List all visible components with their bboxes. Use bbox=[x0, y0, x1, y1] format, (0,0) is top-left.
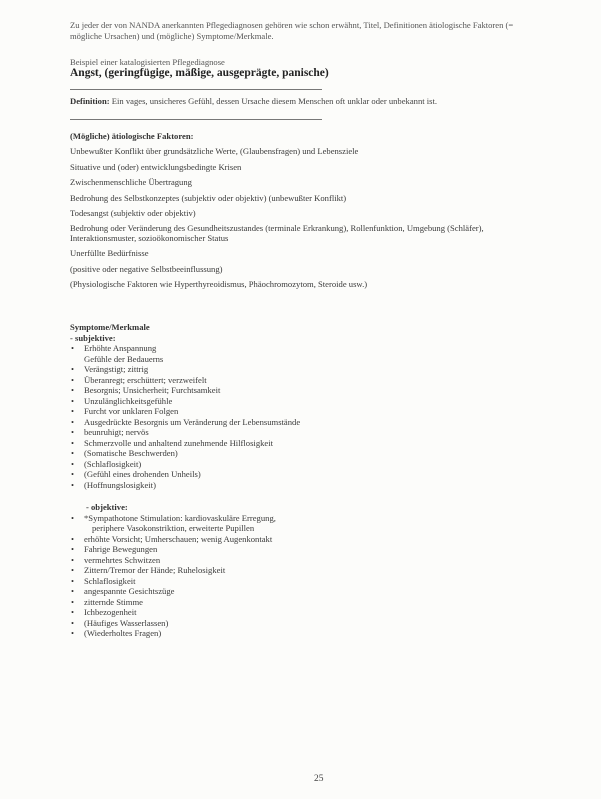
definition-label: Definition: bbox=[70, 96, 110, 106]
list-item bbox=[70, 565, 550, 576]
factor-item: Zwischenmenschliche Übertragung bbox=[70, 177, 192, 188]
list-item-text: erhöhte Vorsicht; Umherschauen; wenig Augenkontakt bbox=[84, 533, 273, 544]
factor-item: Unbewußter Konflikt über grundsätzliche Werte, (Glaubensfragen) und Lebensziele bbox=[70, 146, 359, 157]
subjective-list bbox=[70, 343, 550, 490]
list-item-text: (Somatische Beschwerden) bbox=[84, 448, 178, 458]
list-item bbox=[70, 427, 550, 438]
list-item-text: Unzulänglichkeitsgefühle bbox=[84, 395, 173, 406]
list-item bbox=[70, 448, 550, 459]
factor-item: (Physiologische Faktoren wie Hyperthyreoidismus, Phäochromozytom, Steroide usw.) bbox=[70, 279, 368, 290]
factor-item: Todesangst (subjektiv oder objektiv) bbox=[70, 208, 196, 219]
list-item-subtext: Gefühle der Bedauerns bbox=[84, 353, 164, 364]
list-item bbox=[70, 607, 550, 618]
list-item-text: Zittern/Tremor der Hände; Ruhelosigkeit bbox=[84, 565, 226, 575]
divider-line bbox=[70, 89, 322, 90]
list-item-text: (Hoffnungslosigkeit) bbox=[84, 479, 156, 490]
list-item-text: (Schlaflosigkeit) bbox=[84, 458, 142, 469]
list-item bbox=[70, 469, 550, 480]
list-item bbox=[70, 597, 550, 608]
list-item-text: (Häufiges Wasserlassen) bbox=[84, 617, 169, 628]
list-item-text: Schlaflosigkeit bbox=[84, 575, 136, 586]
list-item-text: Verängstigt; zittrig bbox=[84, 364, 149, 374]
list-item bbox=[70, 406, 550, 417]
list-item-text: *Sympathotone Stimulation: kardiovaskuläre Erregung, bbox=[84, 512, 276, 523]
factor-item: Bedrohung oder Veränderung des Gesundheitszustandes (terminale Erkrankung), Rollenfunktion, Umgebung (Schläfer), Interaktionsmuster, sozioökonomischer Status bbox=[70, 223, 484, 244]
list-item bbox=[70, 586, 550, 597]
list-item-text: Schmerzvolle und anhaltend zunehmende Hilflosigkeit bbox=[84, 437, 274, 448]
list-item bbox=[70, 343, 550, 364]
definition-text: Ein vages, unsicheres Gefühl, dessen Ursache diesem Menschen oft unklar oder unbekannt ist. bbox=[111, 96, 438, 106]
list-item-text: Besorgnis; Unsicherheit; Furchtsamkeit bbox=[84, 385, 221, 395]
factors-section bbox=[70, 129, 550, 293]
list-item-text: Ichbezogenheit bbox=[84, 607, 137, 617]
list-item bbox=[70, 628, 550, 639]
list-item bbox=[70, 364, 550, 375]
list-item bbox=[70, 385, 550, 396]
list-item bbox=[70, 576, 550, 587]
list-item-text: Überanregt; erschüttert; verzweifelt bbox=[84, 374, 207, 385]
list-item bbox=[70, 396, 550, 407]
factor-item: Unerfüllte Bedürfnisse bbox=[70, 248, 149, 259]
objective-list bbox=[70, 513, 550, 639]
list-item-text: beunruhigt; nervös bbox=[84, 427, 149, 437]
list-item bbox=[70, 417, 550, 428]
list-item bbox=[70, 459, 550, 470]
list-item bbox=[70, 618, 550, 629]
example-label: Beispiel einer katalogisierten Pflegediagnose bbox=[70, 57, 225, 67]
page-number: 25 bbox=[314, 774, 324, 784]
factors-heading: (Mögliche) ätiologische Faktoren: bbox=[70, 131, 194, 141]
list-item-text: zitternde Stimme bbox=[84, 596, 143, 607]
list-item-text: (Wiederholtes Fragen) bbox=[84, 628, 162, 638]
list-item-text: Ausgedrückte Besorgnis um Veränderung der Lebensumstände bbox=[84, 416, 301, 427]
diagnosis-title: Angst, (geringfügige, mäßige, ausgeprägte, panische) bbox=[70, 67, 329, 79]
list-item-text: Erhöhte Anspannung bbox=[84, 343, 157, 353]
list-item-text: vermehrtes Schwitzen bbox=[84, 554, 161, 565]
factor-item: Bedrohung des Selbstkonzeptes (subjektiv oder objektiv) (unbewußter Konflikt) bbox=[70, 192, 347, 203]
list-item-text: Fahrige Bewegungen bbox=[84, 544, 158, 554]
list-item-text: (Gefühl eines drohenden Unheils) bbox=[84, 469, 201, 479]
list-item bbox=[70, 555, 550, 566]
intro-paragraph: Zu jeder der von NANDA anerkannten Pflegediagnosen gehören wie schon erwähnt, Titel, Definitionen ätiologische Faktoren (= mögliche Ursachen) und (mögliche) Symptome/Merkmale. bbox=[70, 20, 514, 41]
subjective-heading: - subjektive: bbox=[70, 332, 116, 343]
list-item bbox=[70, 438, 550, 449]
list-item bbox=[70, 375, 550, 386]
symptoms-heading: Symptome/Merkmale bbox=[70, 322, 150, 332]
list-item bbox=[70, 534, 550, 545]
definition bbox=[70, 96, 550, 106]
factor-item: (positive oder negative Selbstbeeinflussung) bbox=[70, 263, 223, 274]
list-item bbox=[70, 544, 550, 555]
symptoms-section bbox=[70, 322, 550, 639]
list-item-subtext: periphere Vasokonstriktion, erweiterte Pupillen bbox=[92, 523, 255, 533]
list-item bbox=[70, 480, 550, 491]
list-item-text: angespannte Gesichtszüge bbox=[84, 586, 175, 596]
divider-line bbox=[70, 119, 322, 120]
list-item bbox=[70, 513, 550, 534]
factor-item: Situative und (oder) entwicklungsbedingte Krisen bbox=[70, 161, 242, 172]
objective-heading: - objektive: bbox=[86, 502, 128, 512]
list-item-text: Furcht vor unklaren Folgen bbox=[84, 406, 179, 416]
